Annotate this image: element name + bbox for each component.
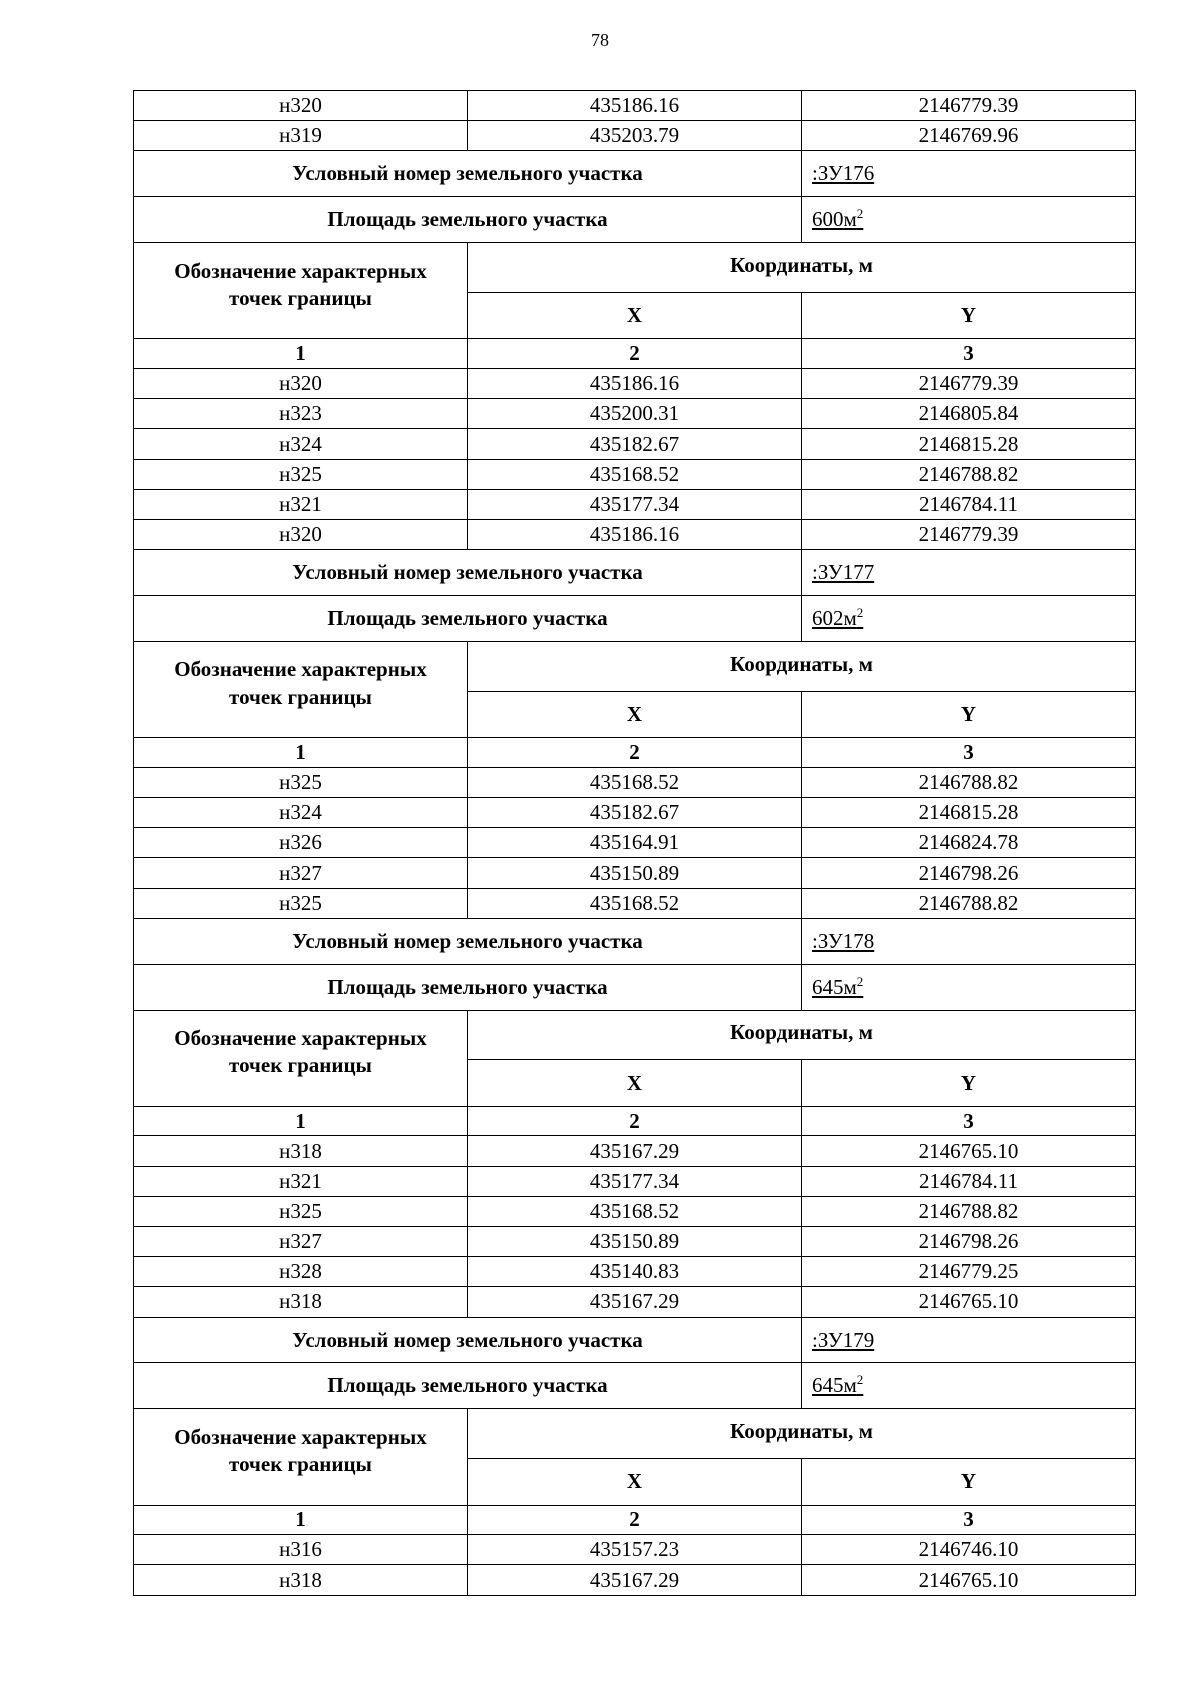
table-row [134,767,1136,797]
table-row [134,798,1136,828]
coordinates-header: Координаты, м [468,1010,1136,1060]
coordinates-header: Координаты, м [468,1409,1136,1459]
point-cell: н318 [134,1136,468,1166]
point-header-line1: Обозначение характерных [174,1025,427,1050]
column-number-3: 3 [802,1106,1136,1136]
column-number-1: 1 [134,738,468,768]
point-cell: н318 [134,1565,468,1595]
parcel-area-label: Площадь земельного участка [134,964,802,1010]
point-cell: н320 [134,519,468,549]
coordinates-header: Координаты, м [468,641,1136,691]
area-number: 602 [812,606,844,630]
column-number-row [134,1505,1136,1535]
y-coordinate-cell: 2146815.28 [802,429,1136,459]
point-cell: н327 [134,858,468,888]
x-coordinate-cell: 435167.29 [468,1287,802,1317]
table-row [134,1535,1136,1565]
coordinates-header-row [134,243,1136,293]
area-number: 645 [812,974,844,999]
point-cell: н325 [134,1196,468,1226]
x-coordinate-cell: 435182.67 [468,798,802,828]
parcel-number-text: :ЗУ177 [812,560,875,585]
coordinates-header: Координаты, м [468,243,1136,293]
y-coordinate-cell: 2146798.26 [802,1227,1136,1257]
y-coordinate-cell: 2146784.11 [802,489,1136,519]
x-coordinate-cell: 435168.52 [468,888,802,918]
coordinates-table [133,90,1136,1596]
column-number-2: 2 [468,1106,802,1136]
x-axis-header: X [468,292,802,339]
x-coordinate-cell: 435186.16 [468,91,802,121]
x-coordinate-cell: 435140.83 [468,1257,802,1287]
parcel-number-label: Условный номер земельного участка [134,1317,802,1363]
y-coordinate-cell: 2146779.39 [802,519,1136,549]
parcel-area-row [134,596,1136,642]
column-number-row [134,1106,1136,1136]
area-superscript: 2 [856,206,864,222]
y-coordinate-cell: 2146798.26 [802,858,1136,888]
table-row [134,489,1136,519]
table-row [134,91,1136,121]
point-cell: н320 [134,91,468,121]
x-coordinate-cell: 435164.91 [468,828,802,858]
parcel-area-value [802,964,1136,1010]
column-number-3: 3 [802,1505,1136,1535]
area-superscript: 2 [856,605,864,620]
point-cell: н324 [134,429,468,459]
parcel-number-label: Условный номер земельного участка [134,918,802,964]
y-coordinate-cell: 2146769.96 [802,121,1136,151]
parcel-number-value [802,151,1136,197]
table-row [134,888,1136,918]
point-designation-header [134,1409,468,1505]
y-coordinate-cell: 2146779.39 [802,369,1136,399]
column-number-1: 1 [134,339,468,369]
y-coordinate-cell: 2146824.78 [802,828,1136,858]
parcel-area-text [812,606,863,630]
column-number-1: 1 [134,1505,468,1535]
parcel-area-text [812,1373,863,1397]
point-cell: н328 [134,1257,468,1287]
point-designation-header [134,1010,468,1106]
parcel-area-row [134,964,1136,1010]
table-row [134,1166,1136,1196]
point-cell: н324 [134,798,468,828]
column-number-2: 2 [468,738,802,768]
y-coordinate-cell: 2146788.82 [802,888,1136,918]
parcel-area-label: Площадь земельного участка [134,1363,802,1409]
point-cell: н316 [134,1535,468,1565]
point-header-line1: Обозначение характерных [174,1424,427,1449]
x-coordinate-cell: 435157.23 [468,1535,802,1565]
coordinates-header-row [134,1010,1136,1060]
point-cell: н325 [134,888,468,918]
x-coordinate-cell: 435150.89 [468,1227,802,1257]
x-coordinate-cell: 435167.29 [468,1136,802,1166]
parcel-number-row [134,151,1136,197]
point-header-line2: точек границы [229,684,372,709]
point-cell: н323 [134,399,468,429]
parcel-area-value [802,1363,1136,1409]
area-unit: м [843,606,857,630]
point-cell: н318 [134,1287,468,1317]
point-header-line2: точек границы [229,1053,372,1078]
x-coordinate-cell: 435182.67 [468,429,802,459]
parcel-area-label: Площадь земельного участка [134,197,802,243]
x-coordinate-cell: 435186.16 [468,519,802,549]
point-header-line2: точек границы [229,285,372,310]
parcel-number-row [134,918,1136,964]
parcel-number-label: Условный номер земельного участка [134,550,802,596]
column-number-3: 3 [802,339,1136,369]
table-row [134,1257,1136,1287]
table-row [134,459,1136,489]
point-cell: н321 [134,1166,468,1196]
y-coordinate-cell: 2146765.10 [802,1287,1136,1317]
y-axis-header: Y [802,1459,1136,1506]
point-designation-header [134,641,468,737]
x-coordinate-cell: 435203.79 [468,121,802,151]
y-coordinate-cell: 2146805.84 [802,399,1136,429]
area-unit: м [843,1373,857,1398]
x-coordinate-cell: 435168.52 [468,1196,802,1226]
parcel-number-label: Условный номер земельного участка [134,151,802,197]
y-axis-header: Y [802,292,1136,339]
y-coordinate-cell: 2146788.82 [802,1196,1136,1226]
parcel-number-row [134,550,1136,596]
area-unit: м [843,974,857,999]
y-coordinate-cell: 2146765.10 [802,1136,1136,1166]
parcel-area-row [134,1363,1136,1409]
table-row [134,1227,1136,1257]
table-row [134,828,1136,858]
point-cell: н325 [134,767,468,797]
column-number-2: 2 [468,1505,802,1535]
coordinates-header-row [134,641,1136,691]
x-coordinate-cell: 435186.16 [468,369,802,399]
parcel-area-label: Площадь земельного участка [134,596,802,642]
y-axis-header: Y [802,691,1136,738]
point-cell: н325 [134,459,468,489]
parcel-number-text: :ЗУ178 [812,928,875,953]
parcel-number-text: :ЗУ179 [812,1327,875,1352]
point-header-line1: Обозначение характерных [174,657,427,682]
column-number-2: 2 [468,339,802,369]
area-number: 645 [812,1373,844,1398]
point-header-line1: Обозначение характерных [174,258,427,283]
parcel-number-text: :ЗУ176 [812,161,875,186]
table-row [134,429,1136,459]
column-number-row [134,339,1136,369]
area-number: 600 [812,207,844,232]
parcel-number-row [134,1317,1136,1363]
table-row [134,369,1136,399]
parcel-number-value [802,918,1136,964]
area-superscript: 2 [856,1372,864,1388]
area-superscript: 2 [856,973,864,989]
y-coordinate-cell: 2146765.10 [802,1565,1136,1595]
x-coordinate-cell: 435200.31 [468,399,802,429]
area-unit: м [843,207,857,232]
parcel-number-value [802,550,1136,596]
point-cell: н326 [134,828,468,858]
x-coordinate-cell: 435150.89 [468,858,802,888]
x-coordinate-cell: 435177.34 [468,1166,802,1196]
table-row [134,121,1136,151]
y-coordinate-cell: 2146779.25 [802,1257,1136,1287]
table-row [134,399,1136,429]
parcel-area-value [802,197,1136,243]
point-cell: н321 [134,489,468,519]
column-number-1: 1 [134,1106,468,1136]
parcel-area-text [812,975,863,999]
y-coordinate-cell: 2146784.11 [802,1166,1136,1196]
point-cell: н320 [134,369,468,399]
x-coordinate-cell: 435177.34 [468,489,802,519]
parcel-area-text [812,207,863,231]
x-coordinate-cell: 435168.52 [468,459,802,489]
x-axis-header: X [468,1060,802,1107]
y-coordinate-cell: 2146746.10 [802,1535,1136,1565]
x-axis-header: X [468,691,802,738]
table-row [134,1565,1136,1595]
table-row [134,519,1136,549]
point-header-line2: точек границы [229,1452,372,1476]
y-axis-header: Y [802,1060,1136,1107]
page-number: 78 [591,30,609,50]
y-coordinate-cell: 2146788.82 [802,767,1136,797]
x-coordinate-cell: 435167.29 [468,1565,802,1595]
y-coordinate-cell: 2146788.82 [802,459,1136,489]
x-coordinate-cell: 435168.52 [468,767,802,797]
column-number-3: 3 [802,738,1136,768]
point-cell: н327 [134,1227,468,1257]
x-axis-header: X [468,1459,802,1506]
y-coordinate-cell: 2146815.28 [802,798,1136,828]
table-row [134,1287,1136,1317]
point-designation-header [134,243,468,339]
column-number-row [134,738,1136,768]
table-row [134,1196,1136,1226]
parcel-area-value [802,596,1136,642]
coordinates-header-row [134,1409,1136,1459]
table-row [134,1136,1136,1166]
point-cell: н319 [134,121,468,151]
parcel-number-value [802,1317,1136,1363]
table-row [134,858,1136,888]
parcel-area-row [134,197,1136,243]
y-coordinate-cell: 2146779.39 [802,91,1136,121]
